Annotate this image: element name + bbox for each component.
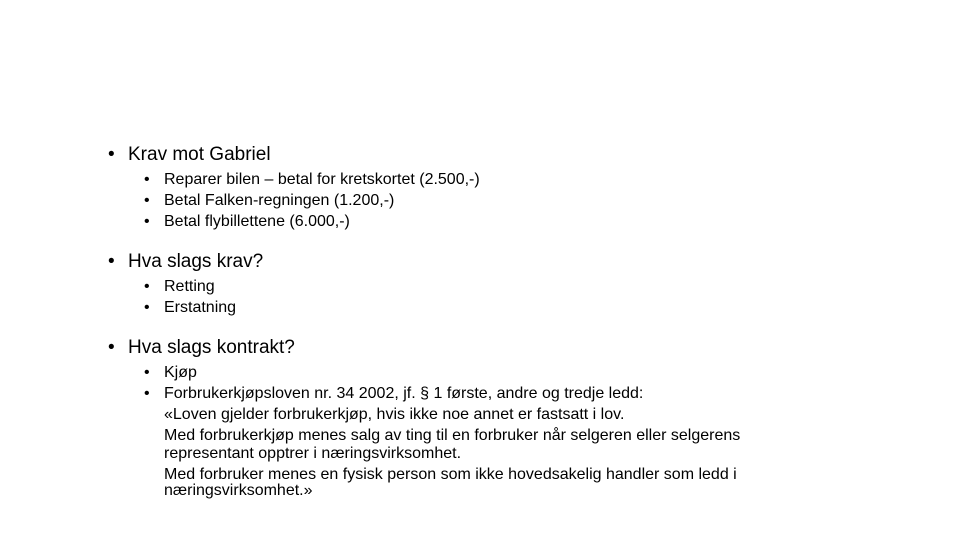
section-heading: Hva slags kontrakt? xyxy=(128,337,295,358)
sub-bullet-text: Reparer bilen – betal for kretskortet (2.500,-) xyxy=(164,171,480,188)
bullet-icon: • xyxy=(108,251,115,272)
sub-bullet-item xyxy=(108,190,908,211)
section-gap xyxy=(108,318,908,336)
sub-bullet-text: Erstatning xyxy=(164,299,237,316)
sub-bullet-text: Retting xyxy=(164,278,215,295)
bullet-icon: • xyxy=(144,299,150,316)
sub-bullet-text: Betal Falken-regningen (1.200,-) xyxy=(164,192,395,209)
sub-bullet-text: Betal flybillettene (6.000,-) xyxy=(164,213,350,230)
sub-bullet-text: Forbrukerkjøpsloven nr. 34 2002, jf. § 1 første, andre og tredje ledd: xyxy=(164,385,644,402)
law-quote-line: næringsvirksomhet.» xyxy=(164,482,313,499)
sub-bullet-item xyxy=(108,211,908,232)
sub-bullet-item xyxy=(108,297,908,318)
sub-bullet-item xyxy=(108,362,908,383)
bullet-icon: • xyxy=(144,171,150,188)
law-quote-line: Med forbrukerkjøp menes salg av ting til en forbruker når selgeren eller selgerens xyxy=(164,427,741,444)
bullet-icon: • xyxy=(144,213,150,230)
section-heading: Hva slags krav? xyxy=(128,251,264,272)
law-quote-line: Med forbruker menes en fysisk person som ikke hovedsakelig handler som ledd i xyxy=(164,466,737,483)
slide-content xyxy=(108,143,908,499)
section-gap xyxy=(108,232,908,250)
bullet-icon: • xyxy=(144,385,150,402)
sub-bullet-item xyxy=(108,169,908,190)
bullet-hva-slags-krav xyxy=(108,250,908,274)
bullet-icon: • xyxy=(144,364,150,381)
bullet-krav-mot-gabriel xyxy=(108,143,908,167)
section-heading: Krav mot Gabriel xyxy=(128,144,271,165)
sub-bullet-item xyxy=(108,276,908,297)
bullet-icon: • xyxy=(144,278,150,295)
bullet-icon: • xyxy=(108,337,115,358)
law-quote-line: «Loven gjelder forbrukerkjøp, hvis ikke noe annet er fastsatt i lov. xyxy=(164,406,625,423)
sub-bullet-item xyxy=(108,383,908,404)
bullet-hva-slags-kontrakt xyxy=(108,336,908,360)
bullet-icon: • xyxy=(144,192,150,209)
law-quote-line: representant opptrer i næringsvirksomhet. xyxy=(164,445,462,462)
sub-bullet-text: Kjøp xyxy=(164,364,197,381)
bullet-icon: • xyxy=(108,144,115,165)
